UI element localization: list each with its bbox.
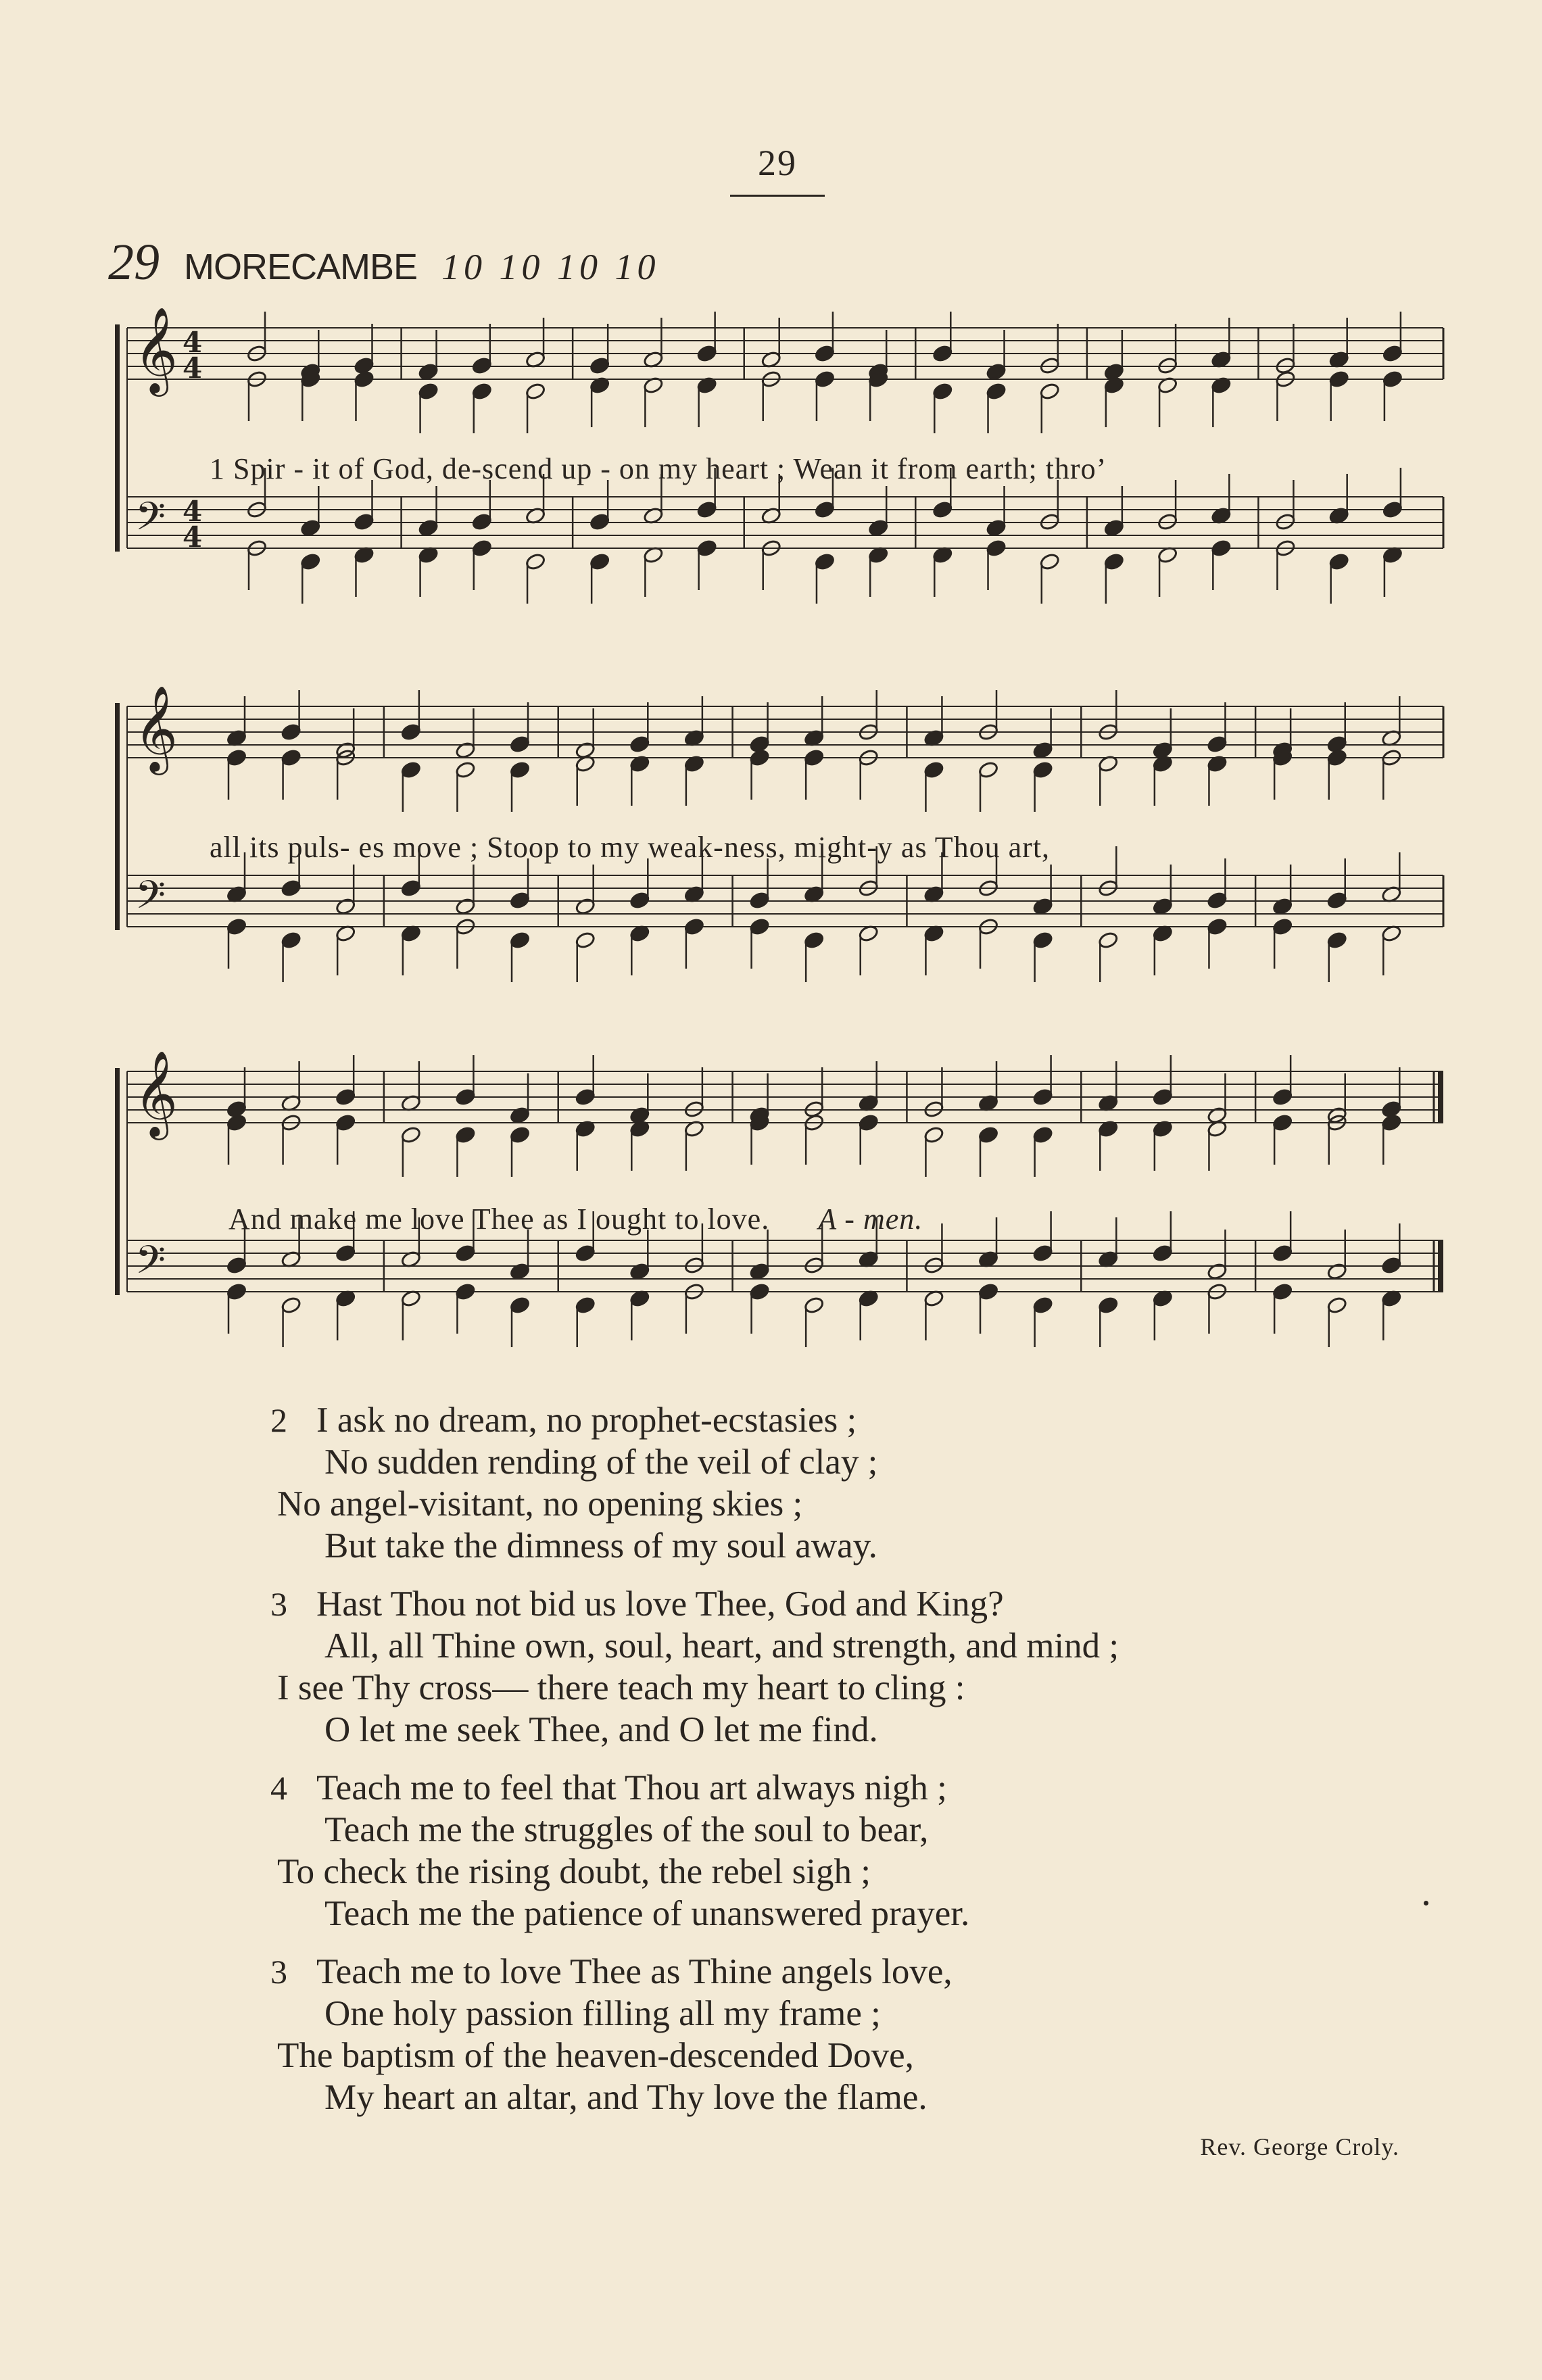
staff-notation-1 (115, 297, 1453, 676)
lyric-text: all its puls- es move ; Stoop to my weak-ness, might-y as Thou art, (210, 831, 1051, 864)
system-bracket (115, 1068, 120, 1295)
time-signature-bass-top: 4 (183, 495, 203, 528)
tune-name: MORECAMBE (184, 247, 418, 287)
lyric-text: 1 Spir - it of God, de-scend up - on my heart ; Wean it from earth; thro’ (210, 452, 1107, 485)
verse-line: The baptism of the heaven-descended Dove, (277, 2036, 914, 2075)
lyric-line-2 (210, 830, 1453, 865)
page-number: 29 (758, 143, 797, 183)
treble-clef-icon: 𝄞 (134, 685, 178, 771)
print-speck (1424, 1901, 1428, 1905)
treble-clef-icon: 𝄞 (134, 1050, 178, 1136)
verse-number: 3 (270, 1585, 287, 1623)
music-system-1 (115, 297, 1453, 676)
music-system-2 (115, 676, 1453, 1041)
system-bracket (115, 324, 120, 552)
system-bracket (115, 703, 120, 930)
verse-line (270, 1399, 1480, 1441)
verse-line (270, 1583, 1480, 1625)
verse-line: I see Thy cross— there teach my heart to cling : (277, 1668, 965, 1707)
verse-line: One holy passion filling all my frame ; (324, 1994, 881, 2033)
lyric-line-1 (210, 452, 1453, 486)
lyric-text: And make me love Thee as I ought to love. (228, 1203, 770, 1236)
verse-line: O let me seek Thee, and O let me find. (324, 1710, 878, 1749)
verse-line: Teach me the patience of unanswered prayer. (324, 1894, 970, 1933)
treble-clef-icon: 𝄞 (134, 306, 178, 393)
lyric-line-3 (228, 1202, 1453, 1236)
verse (270, 1399, 1480, 1567)
verse-line: No sudden rending of the veil of clay ; (324, 1442, 878, 1482)
time-signature-treble-top: 4 (183, 326, 203, 359)
time-signature-bass-bottom: 4 (183, 520, 203, 554)
bass-clef-icon: 𝄢 (135, 493, 166, 549)
verse (270, 1951, 1480, 2118)
verse (270, 1583, 1480, 1751)
verse-line (270, 1951, 1480, 1993)
verse-number: 4 (270, 1769, 287, 1807)
verse-line: All, all Thine own, soul, heart, and strength, and mind ; (324, 1626, 1119, 1666)
bass-clef-icon: 𝄢 (135, 872, 166, 927)
verse-text: Hast Thou not bid us love Thee, God and King? (316, 1584, 1004, 1624)
verse (270, 1767, 1480, 1935)
verses (270, 1399, 1480, 2135)
verse-text: Teach me to feel that Thou art always nigh ; (316, 1768, 947, 1807)
verse-line: To check the rising doubt, the rebel sigh ; (277, 1852, 871, 1891)
time-signature-treble-bottom: 4 (183, 351, 203, 385)
verse-line: But take the dimness of my soul away. (324, 1526, 877, 1565)
verse-text: I ask no dream, no prophet-ecstasies ; (316, 1401, 857, 1440)
hymn-header (108, 233, 660, 291)
author-attribution: Rev. George Croly. (1200, 2133, 1399, 2160)
verse-line (270, 1767, 1480, 1809)
page-number-rule (730, 195, 825, 197)
hymn-number: 29 (108, 234, 160, 291)
verse-number: 2 (270, 1401, 287, 1439)
bass-clef-icon: 𝄢 (135, 1237, 166, 1292)
verse-line: Teach me the struggles of the soul to bear, (324, 1810, 929, 1849)
end-barline-bass-thick (1438, 1240, 1443, 1292)
verse-text: Teach me to love Thee as Thine angels love, (316, 1952, 953, 1991)
verse-number: 3 (270, 1953, 287, 1991)
amen-text: A - men. (818, 1203, 923, 1236)
verse-line: My heart an altar, and Thy love the flame. (324, 2078, 927, 2117)
meter: 10 10 10 10 (441, 247, 660, 287)
music-system-3 (115, 1041, 1453, 1392)
end-barline-treble-thick (1438, 1071, 1443, 1123)
verse-line: No angel-visitant, no opening skies ; (277, 1484, 803, 1524)
